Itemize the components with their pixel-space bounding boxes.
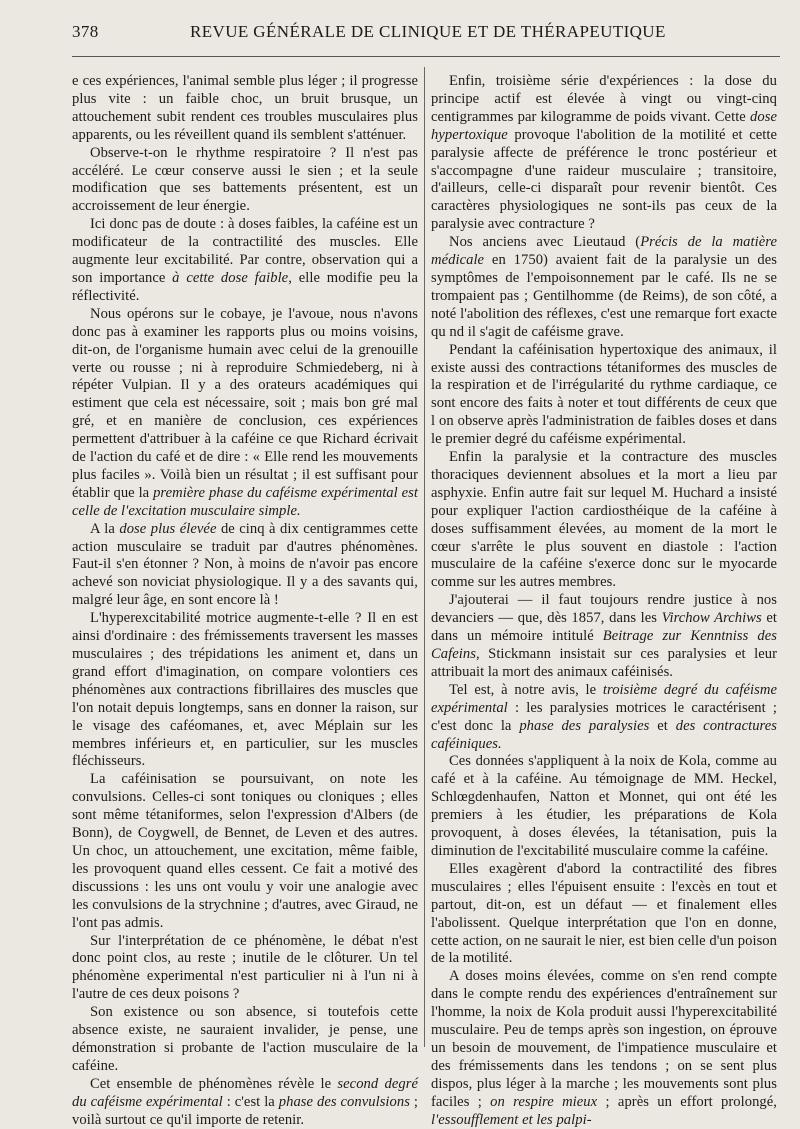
- italic-text: troisième degré du caféisme expérimental: [431, 681, 777, 716]
- paragraph-text: A la: [90, 520, 120, 537]
- paragraph-text: , elle modifie peu la réflectivité.: [72, 269, 418, 304]
- italic-text: second degré du caféisme expérimental: [72, 1075, 418, 1110]
- paragraph: [72, 1076, 418, 1129]
- paragraph: [72, 521, 418, 611]
- paragraph-text: J'ajouterai — il faut toujours rendre justice à nos devanciers — que, dès 1857, dans les: [431, 592, 777, 627]
- italic-text: Beitrage zur Kenntniss des Cafeins: [431, 628, 777, 662]
- italic-text: phase des paralysies: [519, 717, 650, 734]
- paragraph-text: : les paralysies motrices le caractérisent ; c'est donc la: [431, 699, 777, 734]
- paragraph-text: Observe-t-on le rhythme respiratoire ? Il n'est pas accéléré. Le cœur conserve aussi le sien ; et la seule modification que ses battements présentent, est un accroissement de leur énergie.: [72, 144, 418, 215]
- paragraph: [431, 73, 777, 234]
- page-number: 378: [72, 22, 99, 41]
- paragraph-text: et dans un mémoire intitulé: [431, 610, 777, 645]
- left-column: [72, 73, 424, 1128]
- italic-text: première phase du caféisme expérimental est celle de l'excitation musculaire simple.: [72, 484, 418, 519]
- paragraph-text: , Stickmann insistait sur ces paralysies et leur attribuait la mort des animaux caféinisés.: [431, 646, 777, 680]
- paragraph-text: Tel est, à notre avis, le: [449, 681, 603, 698]
- paragraph-text: e ces expériences, l'animal semble plus léger ; il progresse plus vite : un faible choc, un bruit brusque, un attouchement subit rendent ces troubles musculaires plus apparents, ou les réveillent quand ils semblent s'atténuer.: [72, 73, 418, 143]
- paragraph: [431, 592, 777, 682]
- paragraph-text: et: [649, 717, 676, 734]
- italic-text: phase des convulsions: [278, 1093, 410, 1110]
- paragraph-text: Sur l'interprétation de ce phénomène, le débat n'est donc point clos, au reste ; inutile de le clôturer. Un tel phénomène experimental n'est particulier ni à l'un ni à l'autre de ces deux poisons ?: [72, 932, 418, 1003]
- paragraph: [431, 682, 777, 754]
- italic-text: à cette dose faible: [172, 269, 289, 286]
- paragraph-text: Cet ensemble de phénomènes révèle le: [90, 1075, 338, 1092]
- italic-text: Virchow Archiws: [661, 610, 762, 627]
- paragraph-text: L'hyperexcitabilité motrice augmente-t-elle ? Il en est ainsi d'ordinaire : des frémissements traversent les masses musculaires ; des trépidations les animent et, dans un grand effort d'imagination, on compare volontiers ces phénomènes aux contractions fibrillaires des muscles que l'on notait depuis longtemps, sans en donner la raison, sur le visage des caféomanes, et, avec Méplain sur les membres inférieurs et, en particulier, sur les muscles fléchisseurs.: [72, 610, 418, 770]
- paragraph: [431, 234, 777, 341]
- paragraph-text: ; voilà surtout ce qu'il importe de retenir.: [72, 1093, 418, 1128]
- paragraph: [431, 449, 777, 592]
- italic-text: Précis de la matière médicale: [431, 234, 777, 269]
- italic-text: dose hypertoxique: [431, 108, 777, 143]
- right-column: [425, 73, 778, 1128]
- paragraph: [72, 216, 418, 306]
- paragraph-text: Enfin, troisième série d'expériences : la dose du principe actif est élevée à vingt ou vingt-cinq centigrammes par kilogramme de poids vivant. Cette: [431, 73, 777, 125]
- running-head: [72, 22, 780, 50]
- paragraph-text: Elles exagèrent d'abord la contractilité des fibres musculaires ; elles l'épuisent ensuite : l'excès en tout et partout, dit-on, est un défaut — et finalement elles l'abolissent. Quelque interprétation que l'on en donne, cette action, on ne saurait le nier, est bien celle d'un poison de la motilité.: [431, 860, 778, 967]
- paragraph: [72, 771, 418, 932]
- paragraph-text: Pendant la caféinisation hypertoxique des animaux, il existe aussi des contractions tétaniformes des muscles de la respiration et de l'irrégularité du rythme cardiaque, ce sont encore des faits à noter et tout différents de ceux que l on observe après l'administration de faibles doses et dans le premier degré du caféisme expérimental.: [431, 341, 777, 448]
- paragraph-text: de cinq à dix centigrammes cette action musculaire se traduit par d'autres phénomènes. Faut-il s'en étonner ? Non, à moins de n'avoir pas encore achevé son noviciat physiologique. Il y a des savants qui, malgré leur âge, en sont encore là !: [72, 520, 419, 609]
- paragraph-text: Ici donc pas de doute : à doses faibles, la caféine est un modificateur de la contractilité des muscles. Elle augmente leur excitabilité. Par contre, observation qui a son importance: [72, 216, 418, 286]
- paragraph-text: en 1750) avaient fait de la paralysie un des symptômes de l'empoisonnement par le café. Ils ne se trompaient pas ; Gentilhomme (de Reims), de son côté, a noté l'abolition des réflexes, c'est une remarque fort exacte qu nd il s'agit de caféisme grave.: [431, 252, 777, 340]
- paragraph: [72, 145, 418, 217]
- paragraph-text: Nos anciens avec Lieutaud (: [449, 234, 641, 251]
- paragraph-text: ; après un effort prolongé,: [597, 1093, 777, 1110]
- paragraph-text: Enfin la paralysie et la contracture des muscles thoraciques deviennent absolues et la mort a lieu par asphyxie. Enfin autre fait sur lequel M. Huchard a insisté pour expliquer l'action cardiosthéique de la caféine à doses suffisamment élevées, au moment de la mort le cœur s'arrête le plus souvent en diastole : l'action musculaire de la caféine s'exerce donc sur le myocarde comme sur les autres membres.: [431, 449, 777, 591]
- paragraph-text: Son existence ou son absence, si toutefois cette absence existe, ne sauraient invalider, je pense, une démonstration si probante de l'action musculaire de la caféine.: [72, 1004, 418, 1074]
- paragraph-text: : c'est la: [222, 1093, 279, 1110]
- paragraph-text: Nous opérons sur le cobaye, je l'avoue, nous n'avons donc pas à examiner les rapports plus ou moins voisins, dit-on, de l'organisme humain avec celui de la grenouille verte ou rousse ; ni à reproduire Schmiedeberg, ni à répéter Vulpian. Il y a des orateurs académiques qui estiment que cela est nécessaire, soit ; mais bon gré mal gré, et en manière de conclusion, ces expériences permettent d'attribuer à la caféine ce que Richard écrivait de l'action du café et de dire : « Elle rend les mouvements plus faciles ». Voilà bien un résultat ; il est suffisant pour établir que la: [72, 305, 418, 501]
- paragraph-text: A doses moins élevées, comme on s'en rend compte dans le compte rendu des expériences d'entraînement sur l'homme, la noix de Kola produit aussi l'hyperexcitabilité musculaire. Peu de temps après son ingestion, on éprouve un besoin de mouvement, de l'impatience musculaire et des frémissements dans les tendons ; on se sent plus dispos, plus léger à la marche ; les mouvements sont plus faciles ;: [431, 968, 777, 1110]
- italic-text: l'essoufflement et les palpi-: [431, 1111, 592, 1128]
- paragraph: [72, 610, 418, 771]
- paragraph: [72, 306, 418, 521]
- italic-text: dose plus élevée: [119, 520, 217, 537]
- paragraph-text: La caféinisation se poursuivant, on note les convulsions. Celles-ci sont toniques ou cloniques ; elles sont même tétaniformes, selon l'expression d'Albers (de Bonn), de Coygwell, de Bennet, de Leven et des autres. Un choc, un attouchement, une excitation, même faible, les provoquent quand elles cessent. Ce fait a motivé des discussions : les uns ont voulu y voir une analogie avec les convulsions de la strychnine ; d'autres, avec Giraud, ne l'ont pas admis.: [72, 771, 418, 931]
- paragraph-text: provoque l'abolition de la motilité et cette paralysie affecte de préférence le tronc postérieur et s'accompagne d'une raideur musculaire ; transitoire, d'ailleurs, celle-ci disparaît pour revenir bientôt. Ces caractères physiologiques ne sont-ils pas ceux de la paralysie avec contracture ?: [431, 126, 777, 233]
- italic-text: des contractures caféiniques.: [431, 717, 778, 752]
- paragraph: [431, 968, 777, 1129]
- journal-title: REVUE GÉNÉRALE DE CLINIQUE ET DE THÉRAPEUTIQUE: [190, 22, 666, 41]
- paragraph: [431, 861, 777, 968]
- paragraph: [72, 73, 418, 145]
- paragraph: [431, 753, 777, 860]
- paragraph: [72, 1004, 418, 1076]
- italic-text: on respire mieux: [490, 1093, 598, 1110]
- paragraph: [431, 342, 777, 449]
- paragraph-text: Ces données s'appliquent à la noix de Kola, comme au café et à la caféine. Au témoignage de MM. Heckel, Schlœgdenhaufen, Natton et Monnet, qui ont été les premiers à les étudier, les préparations de Kola provoquent, à doses élevées, la tétanisation, puis la diminution de l'excitabilité musculaire comme la caféine.: [431, 753, 777, 859]
- paragraph: [72, 933, 418, 1005]
- text-columns: [72, 57, 780, 1128]
